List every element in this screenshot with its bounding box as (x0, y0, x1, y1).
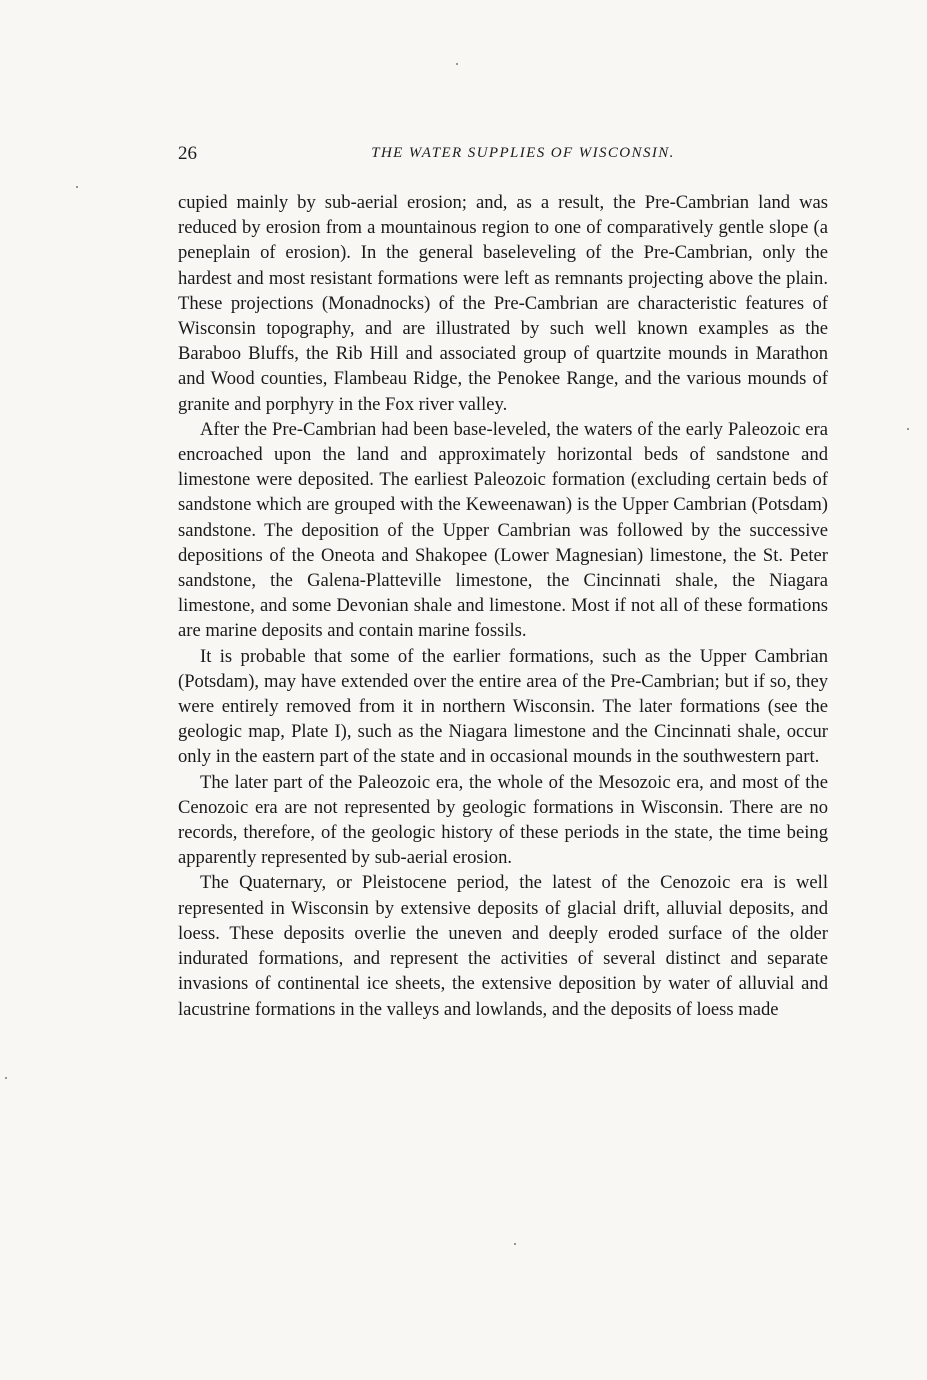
scan-speck (76, 186, 78, 188)
paragraph: After the Pre-Cambrian had been base-leveled, the waters of the early Paleozoic era encroached upon the land and approximately horizontal beds of sandstone and limestone were deposited. The earliest Paleozoic formation (excluding certain beds of sandstone which are grouped with the Keweenawan) is the Upper Cambrian (Potsdam) sandstone. The deposition of the Upper Cambrian was followed by the successive depositions of the Oneota and Shakopee (Lower Magnesian) limestone, the St. Peter sandstone, the Galena-Platteville limestone, the Cincinnati shale, the Niagara limestone, and some Devonian shale and limestone. Most if not all of these formations are marine deposits and contain marine fossils. (178, 418, 828, 642)
scan-speck (5, 1077, 7, 1079)
page-header (178, 143, 828, 167)
paragraph-continued: cupied mainly by sub-aerial erosion; and, as a result, the Pre-Cambrian land was reduced by erosion from a mountainous region to one of comparatively gentle slope (a peneplain of erosion). In the general baseleveling of the Pre-Cambrian, only the hardest and most resistant formations were left as remnants projecting above the plain. These projections (Monadnocks) of the Pre-Cambrian are characteristic features of Wisconsin topography, and are illustrated by such well known examples as the Baraboo Bluffs, the Rib Hill and associated group of quartzite mounds in Marathon and Wood counties, Flambeau Ridge, the Penokee Range, and the various mounds of granite and porphyry in the Fox river valley. (178, 192, 828, 415)
paragraph: The Quaternary, or Pleistocene period, the latest of the Cenozoic era is well represented in Wisconsin by extensive deposits of glacial drift, alluvial deposits, and loess. These deposits overlie the uneven and deeply eroded surface of the older indurated formations, and represent the activities of several distinct and separate invasions of continental ice sheets, the extensive deposition by water of alluvial and lacustrine formations in the valleys and lowlands, and the deposits of loess made (178, 872, 828, 1020)
body-text (178, 190, 828, 1022)
paragraph: It is probable that some of the earlier formations, such as the Upper Cambrian (Potsdam), may have extended over the entire area of the Pre-Cambrian; but if so, they were entirely removed from it in northern Wisconsin. The later formations (see the geologic map, Plate I), such as the Niagara limestone and the Cincinnati shale, occur only in the eastern part of the state and in occasional mounds in the southwestern part. (178, 645, 828, 768)
scan-speck (456, 63, 458, 65)
page-number: 26 (178, 143, 197, 164)
running-title: THE WATER SUPPLIES OF WISCONSIN. (371, 145, 675, 161)
scan-speck (514, 1243, 516, 1245)
scan-speck (907, 428, 909, 430)
paragraph: The later part of the Paleozoic era, the whole of the Mesozoic era, and most of the Cenozoic era are not represented by geologic formations in Wisconsin. There are no records, therefore, of the geologic history of these periods in the state, the time being apparently represented by sub-aerial erosion. (178, 771, 828, 869)
